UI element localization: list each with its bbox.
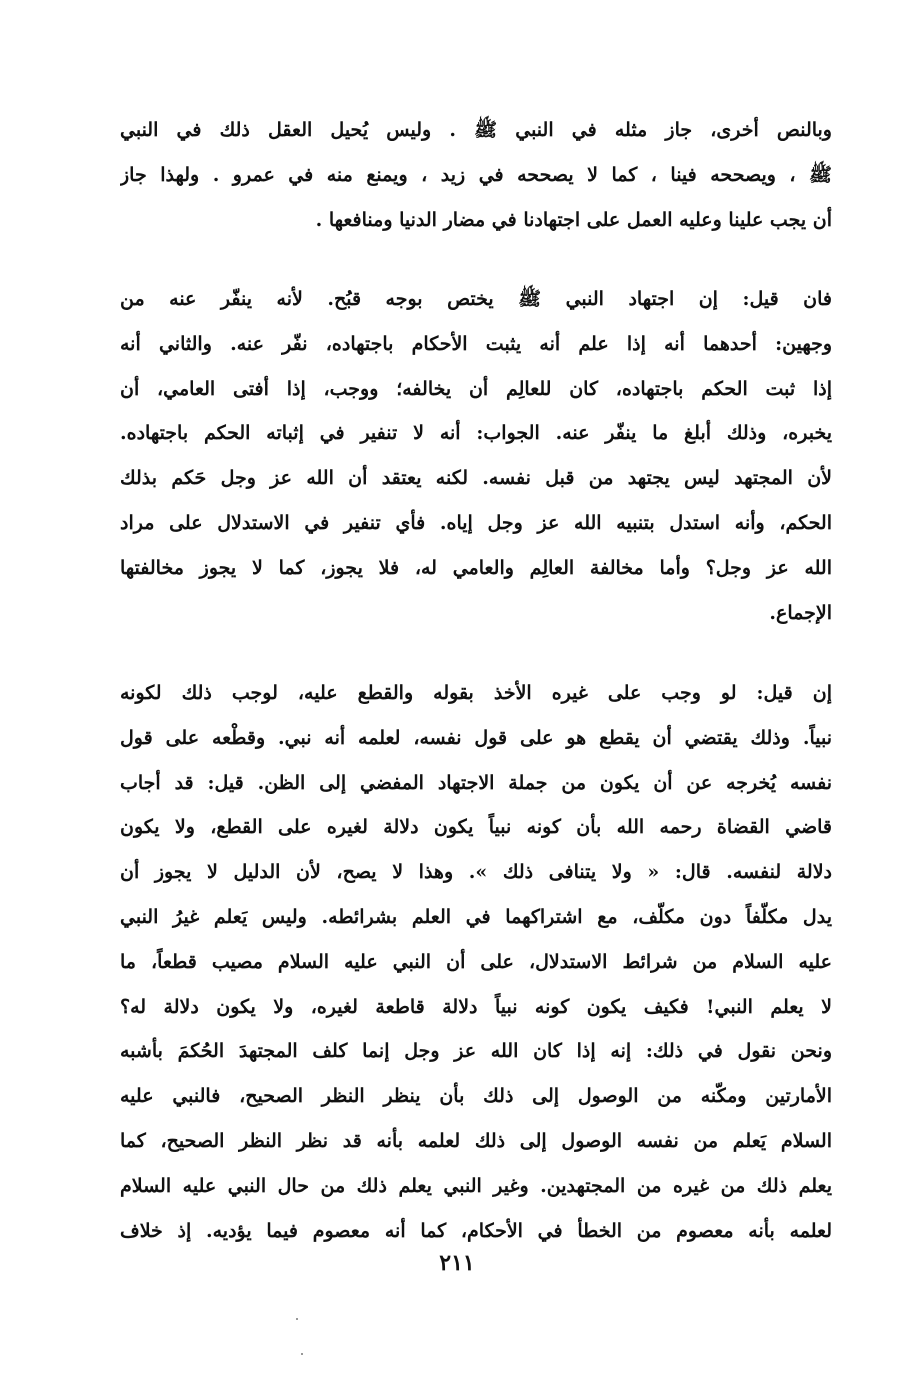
text-line: دلالة لنفسه. قال: « ولا يتنافى ذلك ». وهذا لا يصح، لأن الدليل لا يجوز أن bbox=[120, 861, 832, 884]
text-line: أن يجب علينا وعليه العمل على اجتهادنا في مضار الدنيا ومنافعها . bbox=[315, 208, 832, 231]
text-line: ﷺ ، ويصححه فينا ، كما لا يصححه في زيد ، ويمنع منه في عمرو . ولهذا جاز bbox=[120, 163, 832, 186]
text-line: إن قيل: لو وجب على غيره الأخذ بقوله والقطع عليه، لوجب ذلك لكونه bbox=[120, 682, 832, 704]
text-line: الأمارتين ومكّنه من الوصول إلى ذلك بأن ينظر النظر الصحيح، فالنبي عليه bbox=[120, 1085, 832, 1108]
text-line: لعلمه بأنه معصوم من الخطأ في الأحكام، كما أنه معصوم فيما يؤديه. إذ خلاف bbox=[120, 1219, 832, 1242]
text-line: وبالنص أخرى، جاز مثله في النبي ﷺ . وليس يُحيل العقل ذلك في النبي bbox=[120, 119, 832, 141]
text-line: يعلم ذلك من غيره من المجتهدين. وغير النبي يعلم ذلك من حال النبي عليه السلام bbox=[120, 1174, 832, 1197]
text-line: نبياً. وذلك يقتضي أن يقطع هو على قول نفسه، لعلمه أنه نبي. وقطْعه على قول bbox=[120, 726, 832, 749]
text-line: يخبره، وذلك أبلغ ما ينفّر عنه. الجواب: أنه لا تنفير في إثباته الحكم باجتهاده. bbox=[120, 422, 832, 445]
text-line: نفسه يُخرجه عن أن يكون من جملة الاجتهاد المفضي إلى الظن. قيل: قد أجاب bbox=[120, 771, 832, 794]
text-line: فان قيل: إن اجتهاد النبي ﷺ يختص بوجه قبُح. لأنه ينفّر عنه من bbox=[120, 288, 832, 310]
scan-speck bbox=[296, 1318, 298, 1320]
text-line: يدل مكلّفاً دون مكلّف، مع اشتراكهما في العلم بشرائطه. وليس يَعلم غيرُ النبي bbox=[120, 905, 832, 928]
text-line: قاضي القضاة رحمه الله بأن كونه نبياً يكون دلالة لغيره على القطع، ولا يكون bbox=[120, 816, 832, 839]
scan-speck bbox=[301, 1353, 303, 1355]
text-line: الإجماع. bbox=[769, 601, 832, 624]
paragraph-3 bbox=[120, 671, 832, 1253]
text-line: السلام يَعلم من نفسه الوصول إلى ذلك لعلمه بأنه قد نظر النظر الصحيح، كما bbox=[120, 1129, 832, 1152]
text-line: لأن المجتهد ليس يجتهد من قبل نفسه. لكنه يعتقد أن الله عز وجل حَكم بذلك bbox=[120, 467, 832, 490]
paragraph-1 bbox=[120, 108, 832, 242]
page-number: ٢١١ bbox=[439, 1250, 475, 1276]
text-line: الحكم، وأنه استدل بتنبيه الله عز وجل إياه. فأي تنفير في الاستدلال على مراد bbox=[120, 511, 832, 534]
text-line: إذا ثبت الحكم باجتهاده، كان للعالِم أن يخالفه؛ ووجب، إذا أفتى العامي، أن bbox=[120, 377, 832, 400]
text-line: لا يعلم النبي! فكيف يكون كونه نبياً دلالة قاطعة لغيره، ولا يكون دلالة له؟ bbox=[120, 995, 832, 1018]
text-line: ونحن نقول في ذلك: إنه إذا كان الله عز وجل إنما كلف المجتهدَ الحُكمَ بأشبه bbox=[120, 1040, 832, 1063]
paragraph-2 bbox=[120, 277, 832, 635]
text-line: وجهين: أحدهما أنه إذا علم أنه يثبت الأحكام باجتهاده، نفّر عنه. والثاني أنه bbox=[120, 332, 832, 355]
text-line: عليه السلام من شرائط الاستدلال، على أن النبي عليه السلام مصيب قطعاً، ما bbox=[120, 950, 832, 973]
text-line: الله عز وجل؟ وأما مخالفة العالِم والعامي له، فلا يجوز، كما لا يجوز مخالفتها bbox=[120, 556, 832, 579]
